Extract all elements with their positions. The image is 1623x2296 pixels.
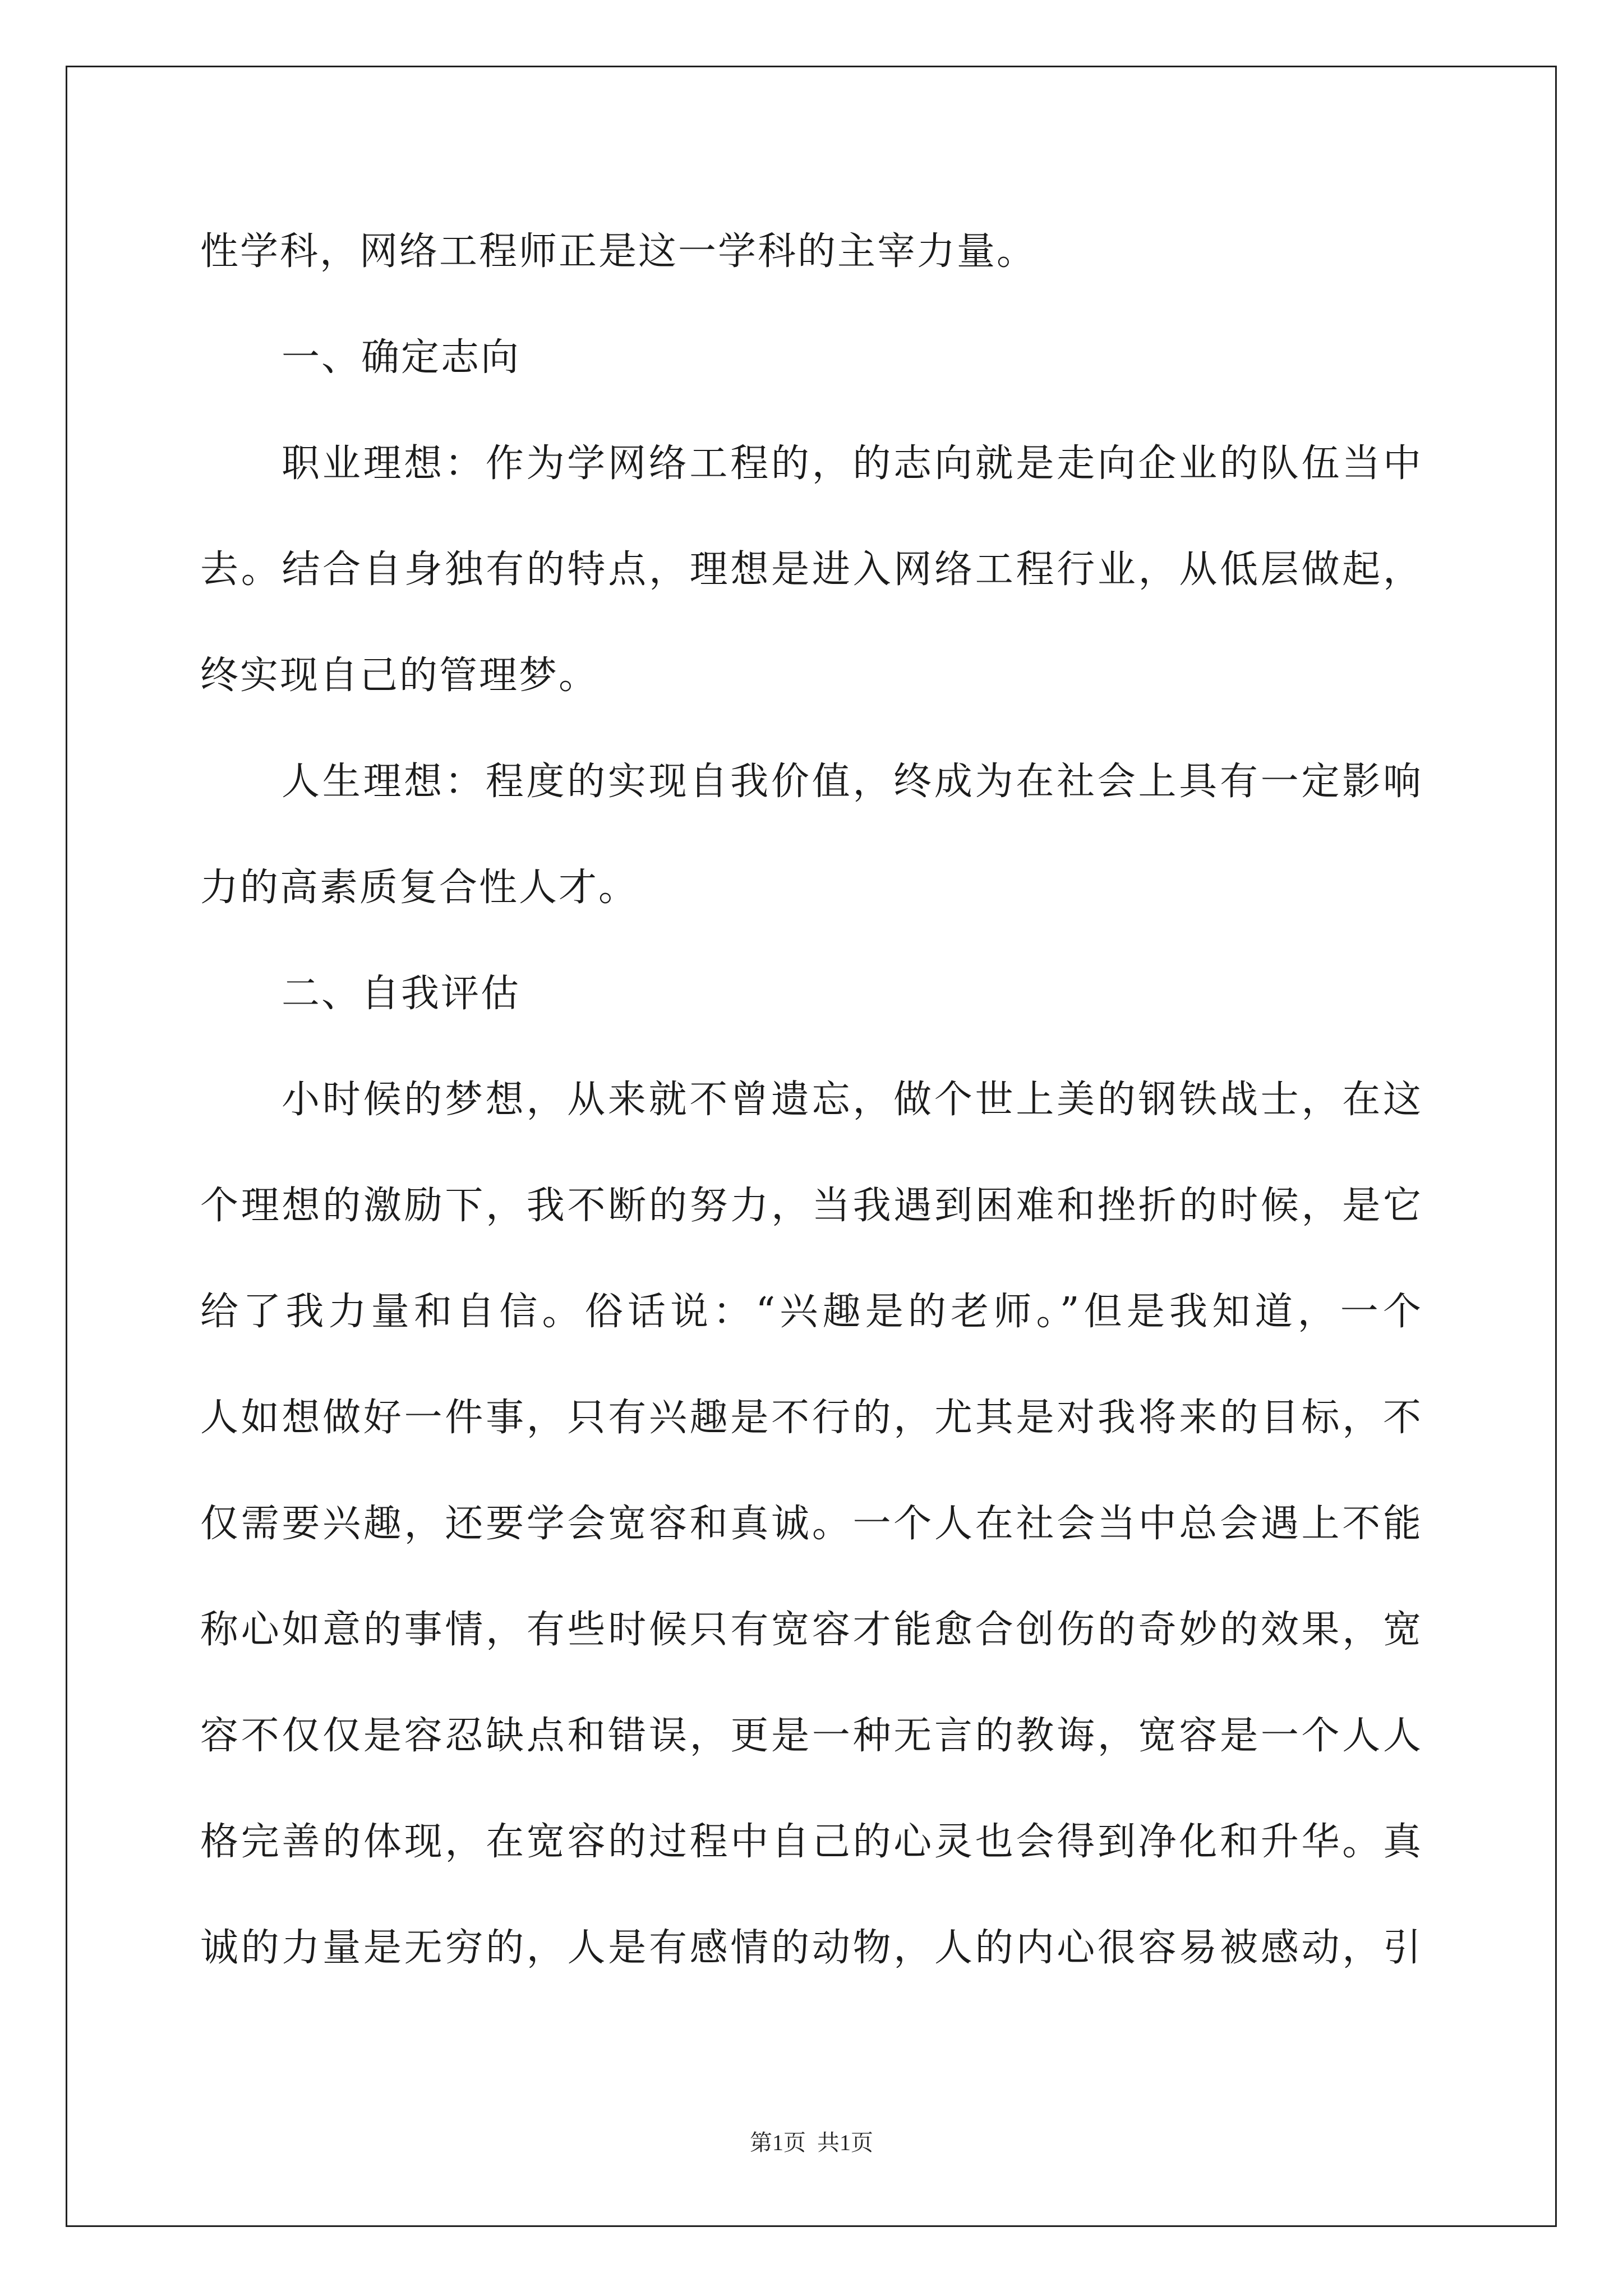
body-line: 诚的力量是无穷的，人是有感情的动物，人的内心很容易被感动，引 (200, 1926, 1423, 1970)
page-footer: 第1页 共1页 (750, 2130, 873, 2155)
body-line: 仅需要兴趣，还要学会宽容和真诚。一个人在社会当中总会遇上不能 (200, 1502, 1423, 1546)
body-line: 性学科，网络工程师正是这一学科的主宰力量。 (200, 229, 1037, 274)
body-line: 力的高素质复合性人才。 (200, 866, 639, 910)
body-line: 职业理想：作为学网络工程的，的志向就是走向企业的队伍当中 (282, 441, 1423, 486)
body-line: 称心如意的事情，有些时候只有宽容才能愈合创伤的奇妙的效果，宽 (200, 1608, 1423, 1652)
body-line: 个理想的激励下，我不断的努力，当我遇到困难和挫折的时候，是它 (200, 1184, 1423, 1228)
body-line: 小时候的梦想，从来就不曾遗忘，做个世上美的钢铁战士，在这 (282, 1078, 1423, 1122)
document-body (200, 199, 1423, 2001)
body-line: 容不仅仅是容忍缺点和错误，更是一种无言的教诲，宽容是一个人人 (200, 1714, 1423, 1758)
body-line: 终实现自己的管理梦。 (200, 654, 599, 698)
section-heading: 二、自我评估 (282, 972, 521, 1016)
body-line: 给了我力量和自信。俗话说：“兴趣是的老师。”但是我知道，一个 (200, 1290, 1423, 1334)
body-line: 人如想做好一件事，只有兴趣是不行的，尤其是对我将来的目标，不 (200, 1396, 1423, 1440)
body-line: 人生理想：程度的实现自我价值，终成为在社会上具有一定影响 (282, 760, 1423, 804)
body-line: 格完善的体现，在宽容的过程中自己的心灵也会得到净化和升华。真 (200, 1820, 1423, 1864)
body-line: 去。结合自身独有的特点，理想是进入网络工程行业，从低层做起， (200, 547, 1423, 592)
section-heading: 一、确定志向 (282, 335, 521, 380)
